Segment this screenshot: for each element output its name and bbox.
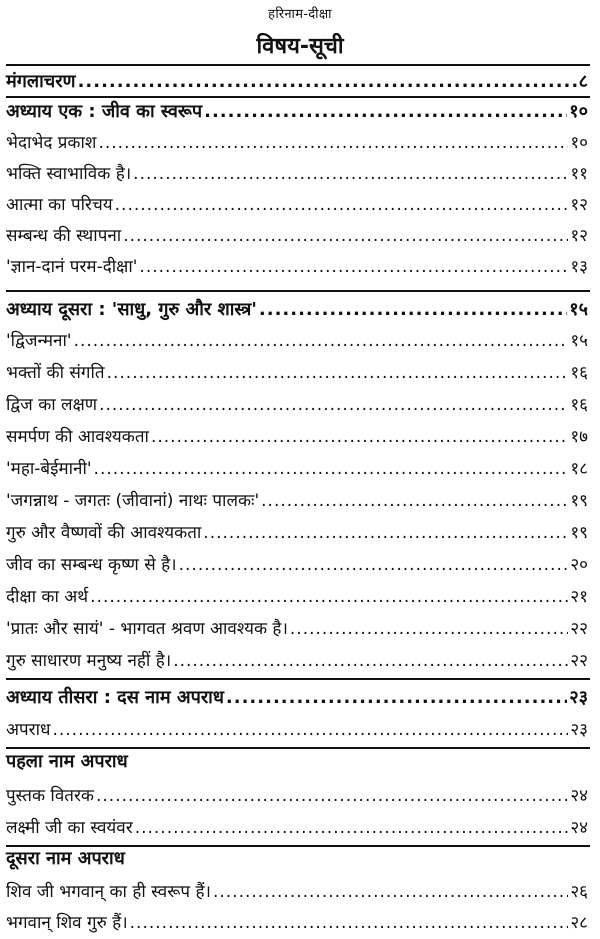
toc-entry: [6, 643, 588, 673]
toc-entry-title: जीव का सम्बन्ध कृष्ण से है।: [6, 555, 177, 575]
toc-entry-page: २४: [570, 818, 588, 838]
toc-entry-page: १०: [569, 101, 588, 122]
toc-entry: [6, 579, 588, 609]
leader-dots: [99, 393, 568, 417]
toc-entry-page: १६: [570, 363, 588, 383]
leader-dots: [94, 457, 569, 481]
toc-entry: [6, 810, 588, 840]
leader-dots: [96, 784, 568, 808]
page-title: विषय-सूची: [256, 34, 344, 59]
toc-entry-title: लक्ष्मी जी का स्वयंवर: [6, 818, 133, 838]
toc-entry-page: १९: [570, 523, 588, 543]
toc-entry-title: द्विज का लक्षण: [6, 395, 98, 415]
toc-entry-title: दीक्षा का अर्थ: [6, 587, 89, 607]
toc-entry-page: २०: [570, 555, 588, 575]
toc-entry-page: २८: [570, 913, 588, 933]
leader-dots: [123, 224, 568, 248]
running-head: हरिनाम-दीक्षा: [268, 7, 332, 22]
toc-entry-title: अपराध: [6, 720, 51, 740]
toc-entry: [6, 778, 588, 808]
leader-dots: [204, 100, 567, 124]
toc-entry-page: २२: [570, 651, 588, 671]
leader-dots: [203, 521, 568, 545]
toc-entry-page: १५: [570, 331, 588, 351]
toc-entry-page: ८: [578, 71, 588, 92]
toc-entry-page: २३: [569, 687, 588, 708]
toc-entry: [6, 387, 588, 417]
toc-entry-title: 'प्रातः और सायं' - भागवत श्रवण आवश्यक है।: [6, 619, 288, 639]
toc-entry-title: अध्याय तीसरा : दस नाम अपराध: [6, 687, 224, 708]
leader-dots: [78, 70, 577, 94]
leader-dots: [139, 255, 568, 279]
leader-dots: [130, 911, 569, 935]
leader-dots: [179, 553, 569, 577]
toc-entry-page: १०: [570, 133, 588, 153]
toc-entry: [6, 187, 588, 217]
toc-chapter-2: [6, 292, 588, 322]
toc-entry-title: गुरु साधारण मनुष्य नहीं है।: [6, 651, 172, 671]
toc-entry-page: १८: [570, 459, 588, 479]
toc-entry-title: समर्पण की आवश्यकता: [6, 427, 149, 447]
section-heading: दूसरा नाम अपराध: [6, 848, 125, 869]
toc-entry-title: 'द्विजन्मना': [6, 331, 72, 351]
toc-entry: [6, 323, 588, 353]
toc-entry-page: १३: [570, 257, 588, 277]
toc-entry: [6, 451, 588, 481]
toc-entry-page: १७: [570, 427, 588, 447]
toc-entry: [6, 712, 588, 742]
toc-entry: [6, 611, 588, 641]
leader-dots: [52, 718, 568, 742]
toc-entry: [6, 125, 588, 155]
toc-entry-title: शिव जी भगवान् का ही स्वरूप हैं।: [6, 882, 211, 902]
toc-entry: [6, 874, 588, 904]
toc-entry: [6, 905, 588, 935]
leader-dots: [98, 131, 568, 155]
toc-entry-page: १५: [569, 299, 588, 320]
toc-entry-page: २३: [570, 720, 588, 740]
toc-entry: [6, 249, 588, 279]
toc-entry-title: पुस्तक वितरक: [6, 786, 94, 806]
toc-entry-page: ११: [570, 164, 588, 184]
leader-dots: [151, 425, 568, 449]
leader-dots: [259, 298, 567, 322]
toc-entry-title: 'ज्ञान-दानं परम-दीक्षा': [6, 257, 138, 277]
toc-entry-title: 'जगन्नाथ - जगतः (जीवानां) नाथः पालकः': [6, 491, 260, 511]
toc-entry-mangalacharan: [6, 64, 588, 94]
leader-dots: [133, 162, 568, 186]
toc-chapter-3: [6, 680, 588, 710]
toc-entry-title: अध्याय एक : जीव का स्वरूप: [6, 101, 203, 122]
toc-entry-page: २२: [570, 619, 588, 639]
toc-entry-page: १२: [570, 195, 588, 215]
leader-dots: [226, 686, 567, 710]
leader-dots: [290, 617, 568, 641]
toc-entry-page: १२: [570, 226, 588, 246]
toc-entry: [6, 483, 588, 513]
toc-entry-title: गुरु और वैष्णवों की आवश्यकता: [6, 523, 202, 543]
toc-entry-title: अध्याय दूसरा : 'साधु, गुरु और शास्त्र': [6, 299, 257, 320]
toc-entry-page: २६: [570, 882, 588, 902]
leader-dots: [173, 649, 568, 673]
toc-entry: [6, 218, 588, 248]
toc-entry-title: 'महा-बेईमानी': [6, 459, 92, 479]
leader-dots: [115, 193, 569, 217]
toc-entry-title: भगवान् शिव गुरु हैं।: [6, 913, 128, 933]
toc-entry-title: भेदाभेद प्रकाश: [6, 133, 97, 153]
toc-entry-title: सम्बन्ध की स्थापना: [6, 226, 122, 246]
leader-dots: [213, 880, 568, 904]
toc-entry-page: १६: [570, 395, 588, 415]
section-heading: पहला नाम अपराध: [6, 751, 128, 772]
toc-entry-title: आत्मा का परिचय: [6, 195, 113, 215]
toc-entry-page: २१: [570, 587, 588, 607]
toc-entry-title: मंगलाचरण: [6, 71, 76, 92]
leader-dots: [135, 816, 569, 840]
leader-dots: [90, 585, 568, 609]
leader-dots: [74, 329, 569, 353]
toc-entry: [6, 419, 588, 449]
toc-entry: [6, 355, 588, 385]
toc-entry-title: भक्ति स्वाभाविक है।: [6, 164, 132, 184]
toc-entry-page: २४: [570, 786, 588, 806]
toc-entry-page: १९: [570, 491, 588, 511]
toc-entry: [6, 156, 588, 186]
toc-entry-title: भक्तों की संगति: [6, 363, 105, 383]
toc-chapter-1: [6, 94, 588, 124]
leader-dots: [107, 361, 569, 385]
toc-entry: [6, 547, 588, 577]
toc-entry: [6, 515, 588, 545]
leader-dots: [261, 489, 568, 513]
